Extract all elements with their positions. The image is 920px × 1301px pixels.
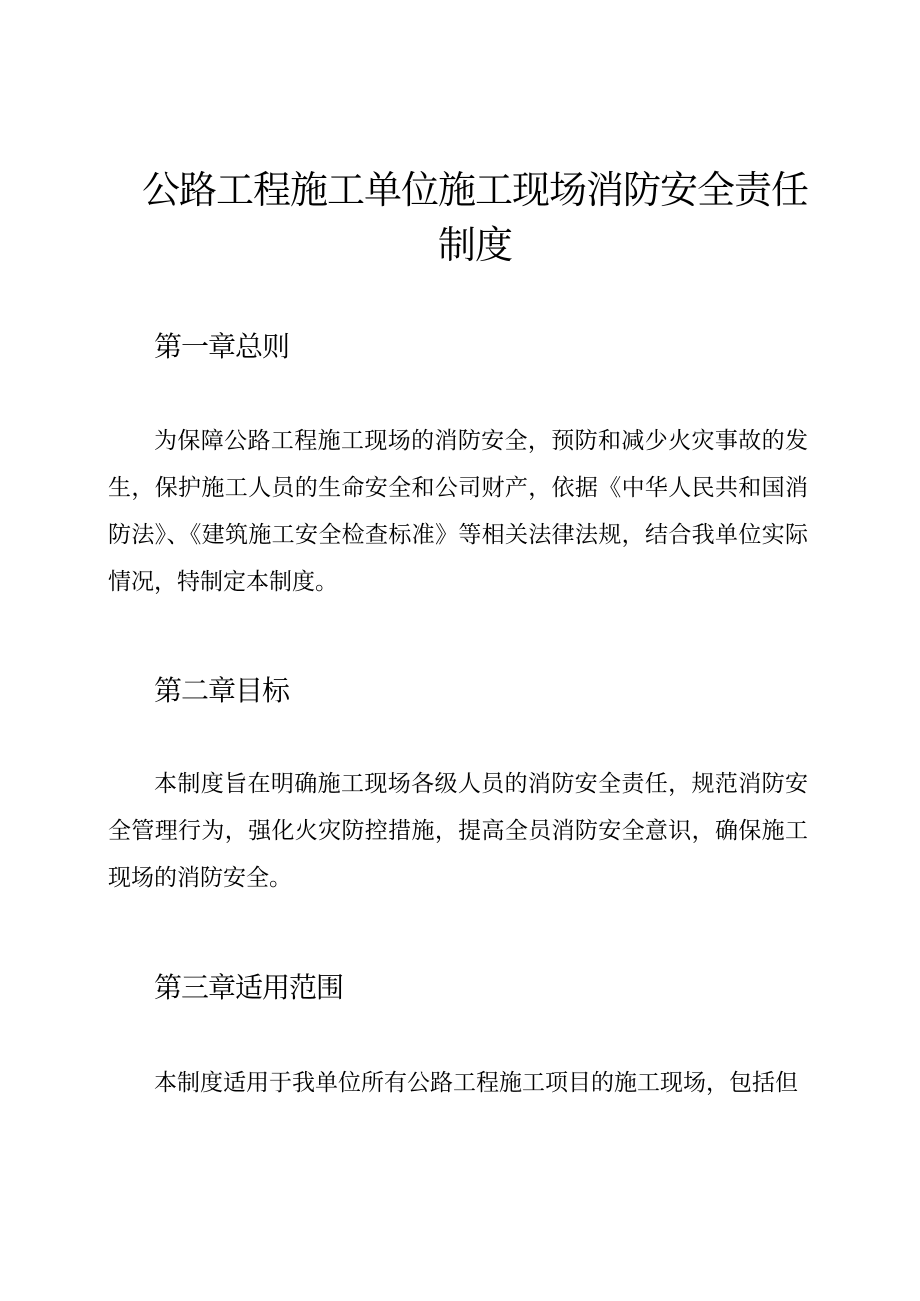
document-title-line-2: 制度 (437, 223, 512, 267)
chapter-1-heading: 第一章总则 (154, 330, 290, 363)
document-title-line-1: 公路工程施工单位施工现场消防安全责任 (141, 168, 808, 212)
chapter-2-paragraph: 本制度旨在明确施工现场各级人员的消防安全责任，规范消防安全管理行为，强化火灾防控措施，提高全员消防安全意识，确保施工现场的消防安全。 (108, 771, 808, 891)
chapter-3-paragraph: 本制度适用于我单位所有公路工程施工项目的施工现场，包括但 (154, 1070, 798, 1096)
chapter-1-paragraph: 为保障公路工程施工现场的消防安全，预防和减少火灾事故的发生，保护施工人员的生命安全和公司财产，依据《中华人民共和国消防法》、《建筑施工安全检查标准》等相关法律法规，结合我单位实际情况，特制定本制度。 (108, 428, 808, 595)
chapter-2-heading: 第二章目标 (154, 674, 290, 707)
chapter-3-heading: 第三章适用范围 (154, 971, 344, 1004)
